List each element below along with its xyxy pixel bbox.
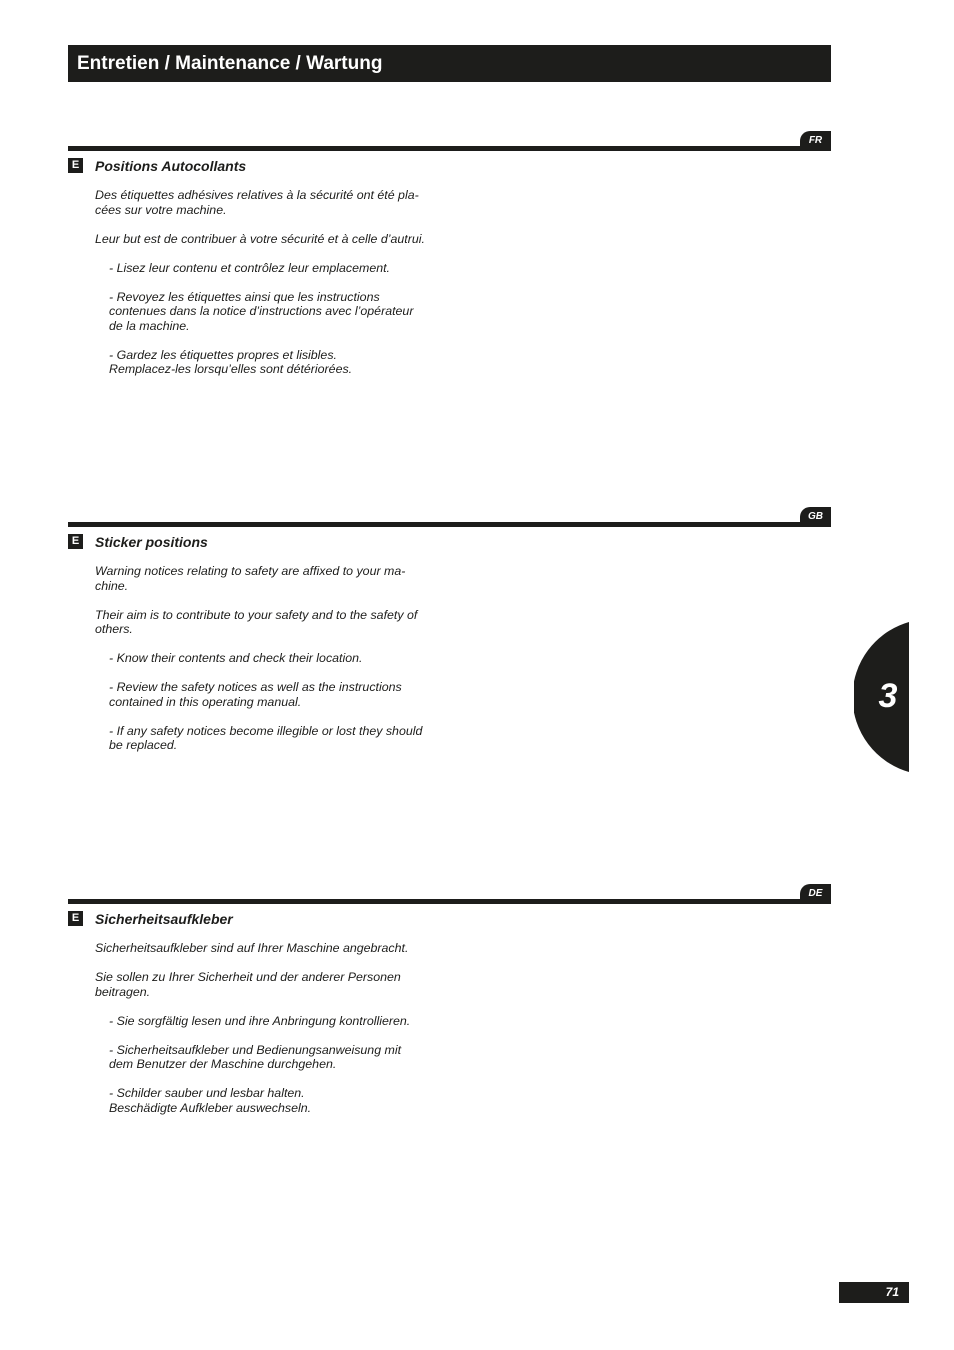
text-line: chine. — [95, 578, 129, 593]
body-paragraph — [95, 232, 440, 247]
bullet-item — [109, 680, 440, 709]
section-body — [95, 564, 440, 767]
bullet-item — [109, 1014, 440, 1029]
bullet-item — [109, 1043, 440, 1072]
text-line: Beschädigte Aufkleber auswechseln. — [109, 1100, 312, 1115]
bullet-item — [109, 261, 440, 276]
section-rule — [68, 899, 831, 904]
body-paragraph — [95, 564, 440, 593]
text-line: Leur but est de contribuer à votre sécurité et à celle d’autrui. — [95, 231, 425, 246]
section-title: Sicherheitsaufkleber — [95, 911, 233, 927]
text-line: Remplacez-les lorsqu’elles sont détériorées. — [109, 362, 353, 376]
text-line: Sicherheitsaufkleber sind auf Ihrer Maschine angebracht. — [95, 941, 409, 955]
section-body — [95, 188, 440, 391]
page-header — [68, 45, 831, 82]
body-paragraph — [95, 608, 440, 637]
text-line: de la machine. — [109, 318, 190, 333]
text-line: - Gardez les étiquettes propres et lisibles. — [109, 347, 337, 362]
section-title: Positions Autocollants — [95, 158, 247, 174]
text-line: - Lisez leur contenu et contrôlez leur emplacement. — [109, 260, 390, 275]
text-line: - If any safety notices become illegible or lost they should — [109, 723, 423, 738]
page-number: 71 — [839, 1282, 909, 1303]
bullet-item — [109, 290, 440, 334]
text-line: Sie sollen zu Ihrer Sicherheit und der anderer Personen — [95, 970, 401, 984]
section-rule — [68, 522, 831, 527]
section-badge: E — [68, 534, 83, 549]
text-line: dem Benutzer der Maschine durchgehen. — [109, 1057, 337, 1071]
language-tab-gb: GB — [800, 507, 831, 527]
language-tab-de: DE — [800, 884, 831, 904]
section-badge: E — [68, 911, 83, 926]
text-line: - Revoyez les étiquettes ainsi que les instructions — [109, 289, 380, 304]
section-rule — [68, 146, 831, 151]
body-paragraph — [95, 941, 440, 956]
text-line: contenues dans la notice d’instructions avec l’opérateur — [109, 304, 414, 318]
section-badge: E — [68, 158, 83, 173]
language-tab-fr: FR — [800, 131, 831, 151]
bullet-item — [109, 348, 440, 377]
text-line: - Schilder sauber und lesbar halten. — [109, 1086, 305, 1100]
text-line: - Sie sorgfältig lesen und ihre Anbringung kontrollieren. — [109, 1013, 411, 1028]
bullet-item — [109, 651, 440, 666]
text-line: - Know their contents and check their location. — [109, 651, 363, 665]
chapter-tab — [854, 622, 909, 772]
body-paragraph — [95, 188, 440, 217]
section-title: Sticker positions — [95, 534, 208, 550]
bullet-item — [109, 724, 440, 753]
bullet-item — [109, 1086, 440, 1115]
text-line: - Sicherheitsaufkleber und Bedienungsanweisung mit — [109, 1042, 402, 1057]
body-paragraph — [95, 970, 440, 999]
text-line: cées sur votre machine. — [95, 202, 227, 217]
text-line: contained in this operating manual. — [109, 694, 302, 709]
page-header-title: Entretien / Maintenance / Wartung — [77, 53, 383, 74]
chapter-number: 3 — [878, 677, 898, 715]
text-line: be replaced. — [109, 738, 178, 752]
text-line: beitragen. — [95, 984, 151, 999]
text-line: others. — [95, 622, 133, 636]
text-line: Des étiquettes adhésives relatives à la sécurité ont été pla- — [95, 188, 419, 202]
text-line: - Review the safety notices as well as the instructions — [109, 680, 402, 694]
section-body — [95, 941, 440, 1130]
text-line: Warning notices relating to safety are affixed to your ma- — [95, 564, 406, 578]
text-line: Their aim is to contribute to your safety and to the safety of — [95, 607, 418, 622]
